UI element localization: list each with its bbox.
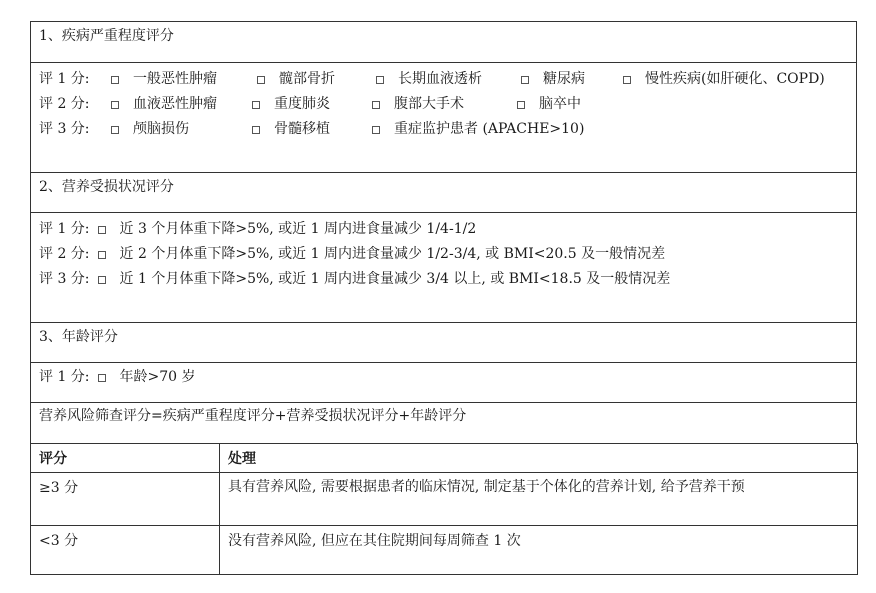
section2-title: 2、营养受损状况评分 [39,179,174,195]
s1-opt-1-5[interactable]: 慢性疾病(如肝硬化、COPD) [623,67,825,92]
row-2-score: <3 分 [31,526,220,575]
row-1-action: 具有营养风险, 需要根据患者的临床情况, 制定基于个体化的营养计划, 给予营养干预 [220,473,858,526]
checkbox-icon[interactable] [372,101,380,109]
checkbox-icon[interactable] [98,374,106,382]
s2-row-2-text: 近 2 个月体重下降>5%, 或近 1 周内进食量减少 1/2-3/4, 或 BMI<20.5 及一般情况差 [119,246,666,262]
s2-row-3-text: 近 1 个月体重下降>5%, 或近 1 周内进食量减少 3/4 以上, 或 BMI<18.5 及一般情况差 [119,271,671,287]
checkbox-icon[interactable] [98,226,106,234]
section3-title: 3、年龄评分 [39,329,118,345]
s2-row-1-label: 评 1 分: [39,221,90,237]
s1-opt-3-2[interactable]: 骨髓移植 [252,117,330,142]
section2-options [30,212,857,322]
s3-row-1-label: 评 1 分: [39,369,90,385]
checkbox-icon[interactable] [376,76,384,84]
s1-row-2-label: 评 2 分: [39,96,90,112]
checkbox-icon[interactable] [98,276,106,284]
row-1-score: ≥3 分 [31,473,220,526]
section1-title: 1、疾病严重程度评分 [39,28,174,44]
checkbox-icon[interactable] [372,126,380,134]
s1-row-3 [39,117,856,142]
s1-opt-1-1[interactable]: 一般恶性肿瘤 [111,67,217,92]
checkbox-icon[interactable] [252,101,260,109]
checkbox-icon[interactable] [521,76,529,84]
s1-row-1 [39,67,856,92]
s1-opt-3-3[interactable]: 重症监护患者 (APACHE>10) [372,117,584,142]
s1-opt-3-1[interactable]: 颅脑损伤 [111,117,189,142]
section2-header [30,172,857,212]
checkbox-icon[interactable] [111,76,119,84]
section1-header [30,21,857,62]
s1-row-2 [39,92,856,117]
result-table [30,443,858,575]
s1-opt-1-3[interactable]: 长期血液透析 [376,67,482,92]
s1-row-1-label: 评 1 分: [39,71,90,87]
checkbox-icon[interactable] [98,251,106,259]
s1-opt-2-4[interactable]: 脑卒中 [517,92,581,117]
s2-row-3-label: 评 3 分: [39,271,90,287]
table-row [31,473,858,526]
header-action: 处理 [220,444,858,473]
s2-row-2[interactable] [39,242,856,267]
checkbox-icon[interactable] [252,126,260,134]
s1-opt-1-4[interactable]: 糖尿病 [521,67,585,92]
row-2-action: 没有营养风险, 但应在其住院期间每周筛查 1 次 [220,526,858,575]
s1-opt-2-3[interactable]: 腹部大手术 [372,92,464,117]
checkbox-icon[interactable] [111,101,119,109]
section3-header [30,322,857,362]
header-score: 评分 [31,444,220,473]
section3-options [30,362,857,402]
s2-row-1-text: 近 3 个月体重下降>5%, 或近 1 周内进食量减少 1/4-1/2 [119,221,477,237]
checkbox-icon[interactable] [623,76,631,84]
table-row [31,526,858,575]
s2-row-3[interactable] [39,267,856,292]
checkbox-icon[interactable] [517,101,525,109]
formula-row [30,402,857,443]
s1-row-3-label: 评 3 分: [39,121,90,137]
checkbox-icon[interactable] [111,126,119,134]
checkbox-icon[interactable] [257,76,265,84]
s1-opt-1-2[interactable]: 髋部骨折 [257,67,335,92]
s3-row-1[interactable] [39,365,856,390]
formula-text: 营养风险筛查评分=疾病严重程度评分+营养受损状况评分+年龄评分 [39,408,467,424]
s3-row-1-text: 年龄>70 岁 [119,369,196,385]
s2-row-2-label: 评 2 分: [39,246,90,262]
s1-opt-2-2[interactable]: 重度肺炎 [252,92,330,117]
section1-options [30,62,857,172]
s2-row-1[interactable] [39,217,856,242]
s1-opt-2-1[interactable]: 血液恶性肿瘤 [111,92,217,117]
table-header-row [31,444,858,473]
